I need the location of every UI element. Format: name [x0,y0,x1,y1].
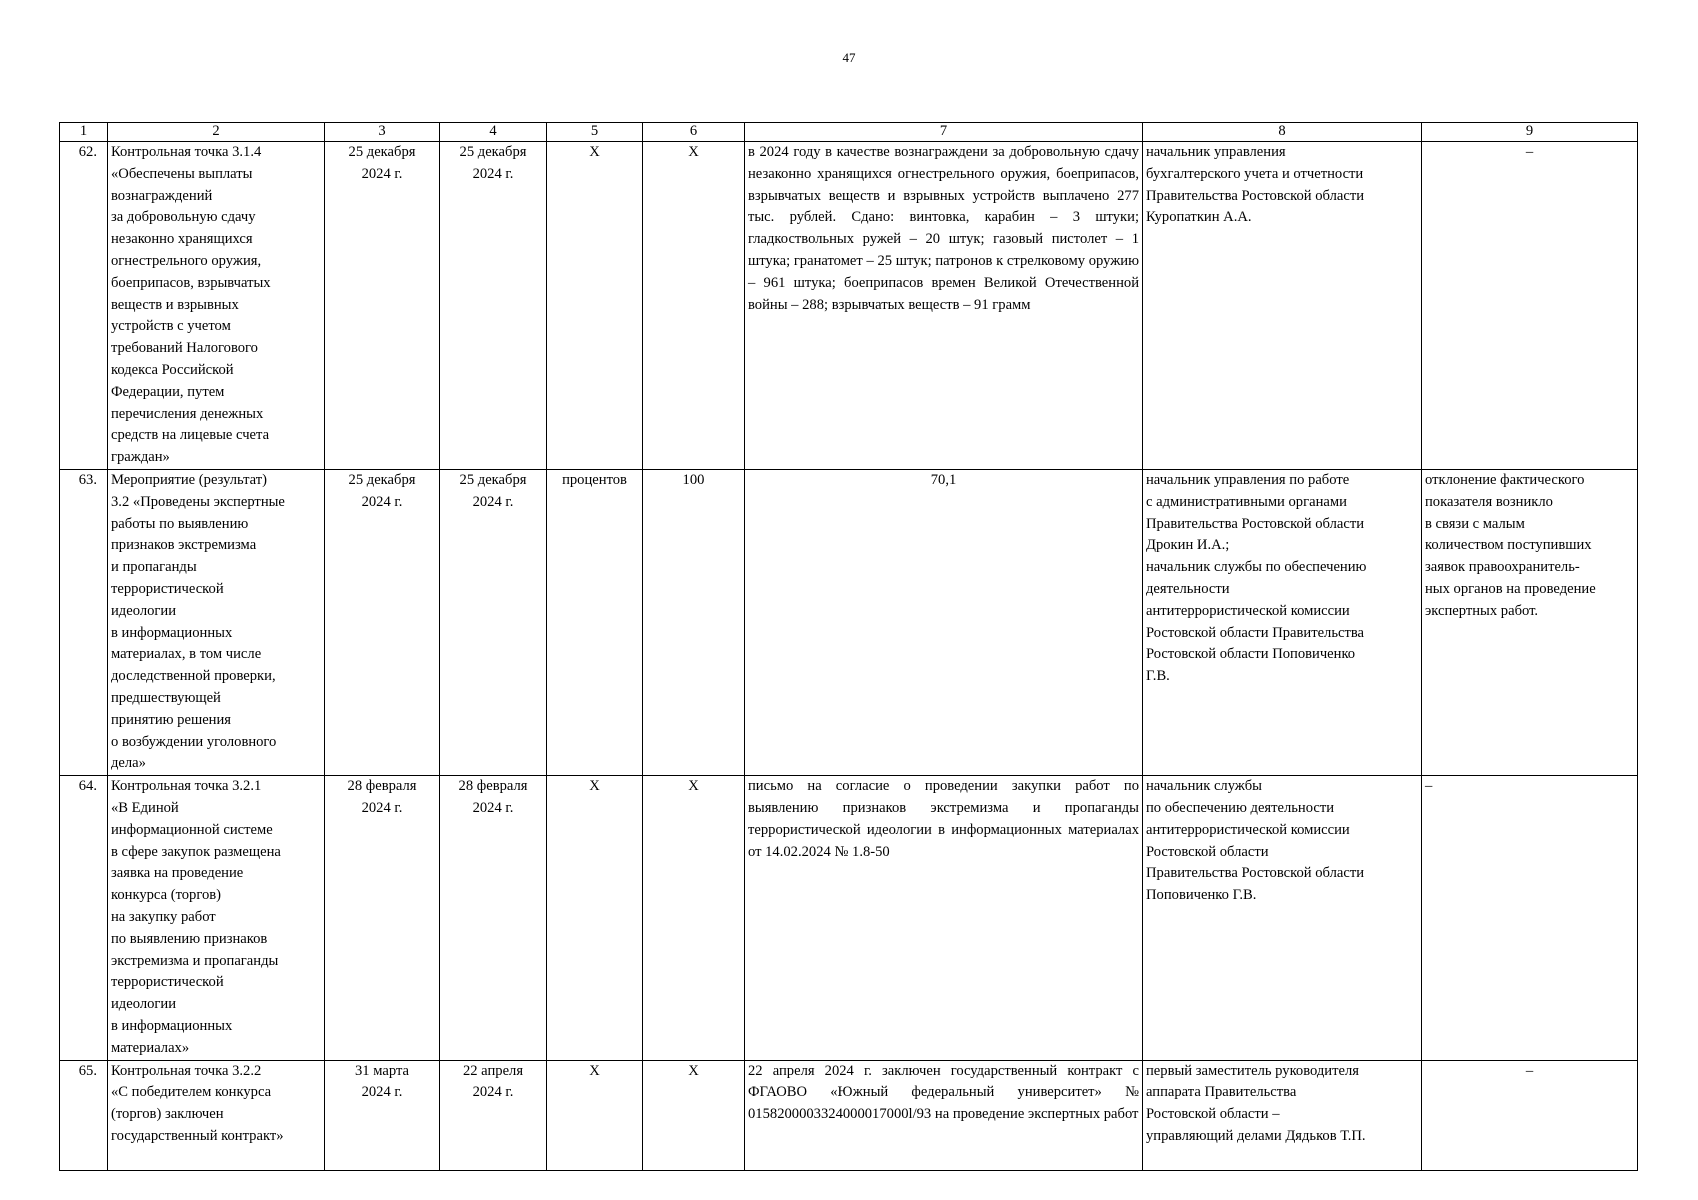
actual-date: 25 декабря 2024 г. [440,470,547,776]
column-header: 8 [1143,123,1422,142]
responsible-person: начальник службы по обеспечению деятельности антитеррористической комиссии Ростовской области Правительства Ростовской области Поповиченко Г.В. [1143,776,1422,1060]
page-number: 47 [842,50,856,65]
actual-date: 25 декабря 2024 г. [440,142,547,470]
actual-date: 28 февраля 2024 г. [440,776,547,1060]
row-number: 63. [60,470,108,776]
unit-cell: X [547,142,643,470]
responsible-person: первый заместитель руководителя аппарата Правительства Ростовской области – управляющий делами Дядьков Т.П. [1143,1060,1422,1170]
result-text: письмо на согласие о проведении закупки работ по выявлению признаков экстремизма и пропаганды террористической идеологии в информационных материалах от 14.02.2024 № 1.8-50 [745,776,1143,1060]
item-name: Контрольная точка 3.2.1 «В Единой информационной системе в сфере закупок размещена заявка на проведение конкурса (торгов) на закупку работ по выявлению признаков экстремизма и пропаганды террористической идеологии в информационных материалах» [108,776,325,1060]
report-table [59,122,1638,1171]
planned-date: 25 декабря 2024 г. [325,142,440,470]
value-cell: X [643,1060,745,1170]
column-header: 3 [325,123,440,142]
table-row [60,470,1638,776]
note-cell: – [1422,776,1638,1060]
item-name: Мероприятие (результат) 3.2 «Проведены экспертные работы по выявлению признаков экстремизма и пропаганды террористической идеологии в информационных материалах, в том числе доследственной проверки, предшествующей принятию решения о возбуждении уголовного дела» [108,470,325,776]
responsible-person: начальник управления по работе с административными органами Правительства Ростовской области Дрокин И.А.; начальник службы по обеспечению деятельности антитеррористической комиссии Ростовской области Правительства Ростовской области Поповиченко Г.В. [1143,470,1422,776]
note-cell: отклонение фактического показателя возникло в связи с малым количеством поступивших заявок правоохранитель- ных органов на проведение экспертных работ. [1422,470,1638,776]
result-text: 70,1 [745,470,1143,776]
column-header: 7 [745,123,1143,142]
table-row [60,142,1638,470]
column-number-row [60,123,1638,142]
item-name: Контрольная точка 3.1.4 «Обеспечены выплаты вознаграждений за добровольную сдачу незаконно хранящихся огнестрельного оружия, боеприпасов, взрывчатых веществ и взрывных устройств с учетом требований Налогового кодекса Российской Федерации, путем перечисления денежных средств на лицевые счета граждан» [108,142,325,470]
column-header: 9 [1422,123,1638,142]
row-number: 62. [60,142,108,470]
value-cell: X [643,776,745,1060]
row-number: 64. [60,776,108,1060]
note-cell: – [1422,1060,1638,1170]
item-name: Контрольная точка 3.2.2 «С победителем конкурса (торгов) заключен государственный контракт» [108,1060,325,1170]
planned-date: 31 марта 2024 г. [325,1060,440,1170]
responsible-person: начальник управления бухгалтерского учета и отчетности Правительства Ростовской области Куропаткин А.А. [1143,142,1422,470]
actual-date: 22 апреля 2024 г. [440,1060,547,1170]
table-row [60,776,1638,1060]
unit-cell: X [547,776,643,1060]
column-header: 6 [643,123,745,142]
unit-cell: процентов [547,470,643,776]
planned-date: 28 февраля 2024 г. [325,776,440,1060]
column-header: 5 [547,123,643,142]
value-cell: X [643,142,745,470]
note-cell: – [1422,142,1638,470]
result-text: 22 апреля 2024 г. заключен государственный контракт с ФГАОВО «Южный федеральный университет» № 0158200003324000017000l/93 на проведение экспертных работ [745,1060,1143,1170]
result-text: в 2024 году в качестве вознаграждени за добровольную сдачу незаконно хранящихся огнестрельного оружия, боеприпасов, взрывчатых веществ и взрывных устройств выплачено 277 тыс. рублей. Сдано: винтовка, карабин – 3 штуки; гладкоствольных ружей – 20 штук; газовый пистолет – 1 штука; гранатомет – 25 штук; патронов к стрелковому оружию – 961 штука; боеприпасов времен Великой Отечественной войны – 288; взрывчатых веществ – 91 грамм [745,142,1143,470]
column-header: 4 [440,123,547,142]
planned-date: 25 декабря 2024 г. [325,470,440,776]
table-row [60,1060,1638,1170]
column-header: 2 [108,123,325,142]
unit-cell: X [547,1060,643,1170]
value-cell: 100 [643,470,745,776]
column-header: 1 [60,123,108,142]
row-number: 65. [60,1060,108,1170]
